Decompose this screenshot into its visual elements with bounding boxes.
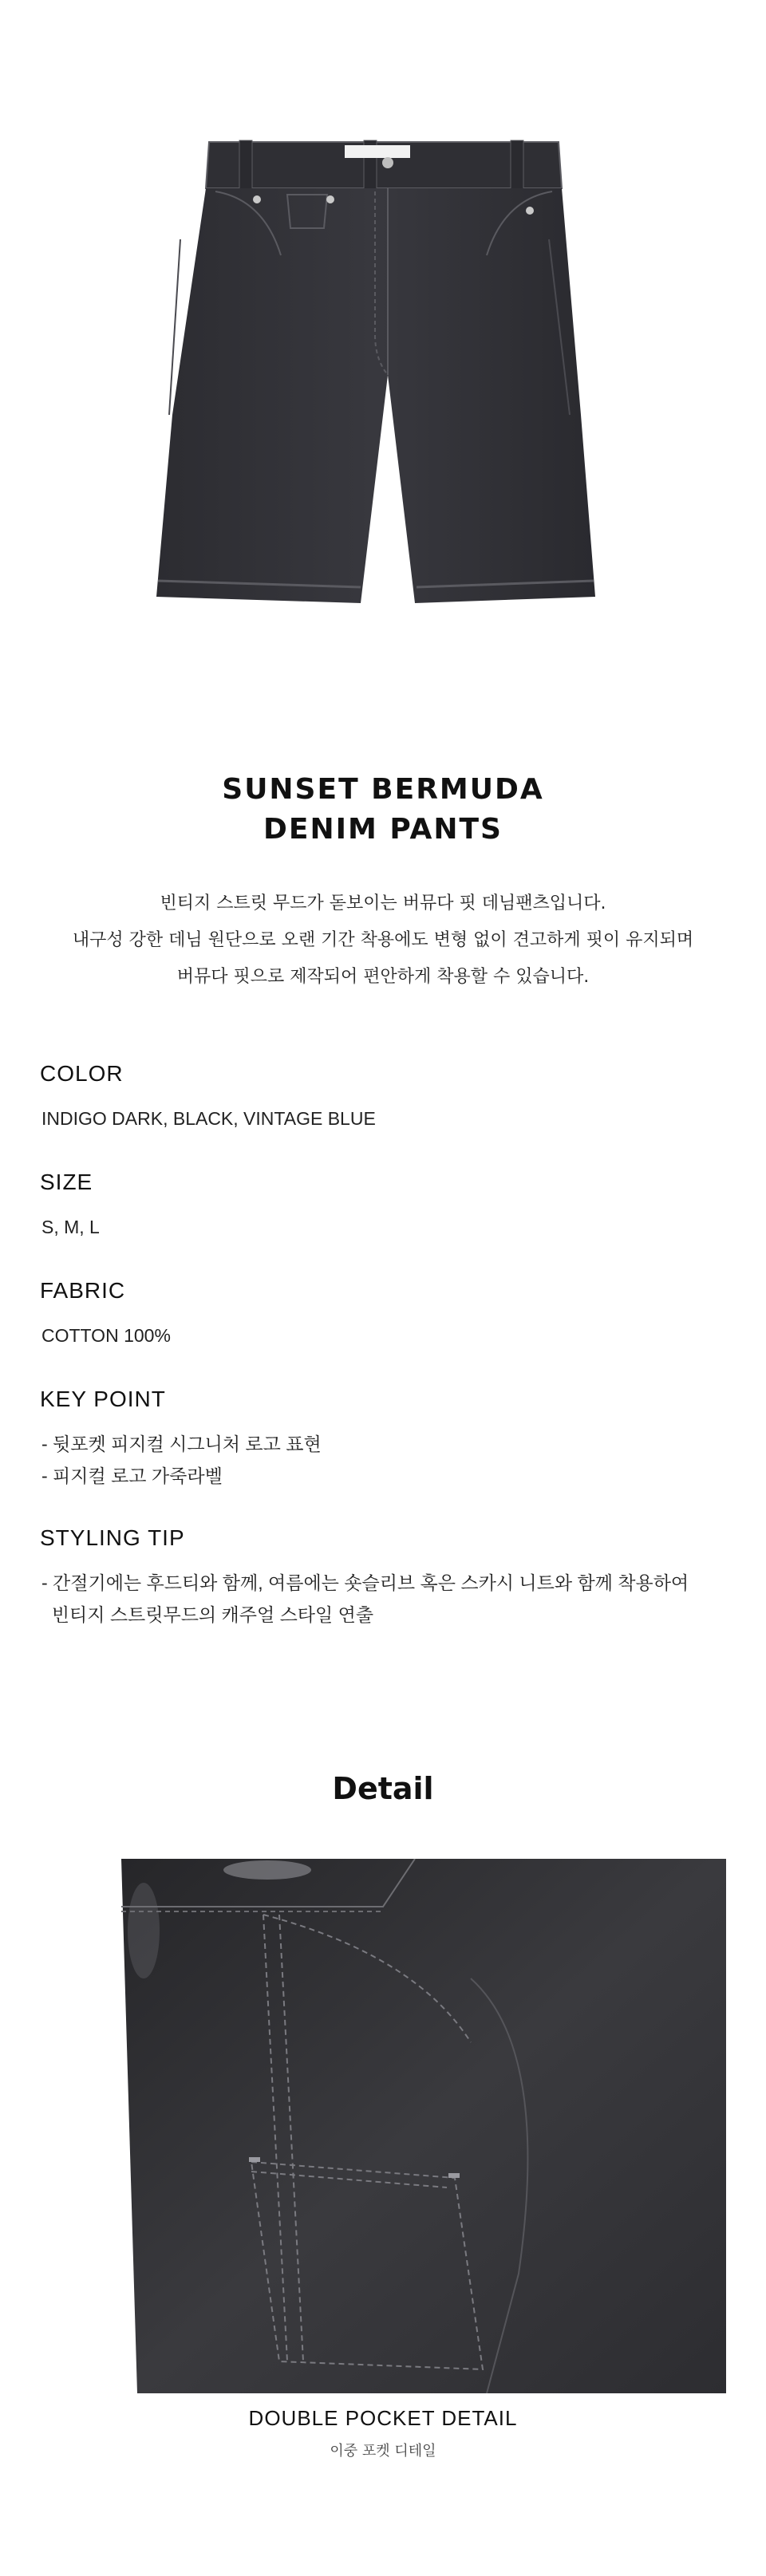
fabric-heading: FABRIC: [40, 1278, 126, 1303]
product-title-line-1: SUNSET BERMUDA: [222, 773, 544, 806]
key-point-heading: KEY POINT: [40, 1387, 166, 1411]
color-value: INDIGO DARK, BLACK, VINTAGE BLUE: [41, 1108, 376, 1129]
key-point-item-1: - 뒷포켓 피지컬 시그니처 로고 표현: [41, 1434, 322, 1454]
detail-caption-english: DOUBLE POCKET DETAIL: [248, 2406, 518, 2430]
detail-heading: Detail: [332, 1771, 434, 1806]
size-heading: SIZE: [40, 1170, 93, 1194]
key-point-item-2: - 피지컬 로고 가죽라벨: [41, 1466, 223, 1486]
product-image: [0, 0, 766, 654]
styling-tip-line-2: 빈티지 스트릿무드의 캐주얼 스타일 연출: [41, 1604, 374, 1625]
product-title-line-2: DENIM PANTS: [263, 813, 503, 846]
product-description-line-3: 버뮤다 핏으로 제작되어 편안하게 착용할 수 있습니다.: [176, 967, 590, 987]
styling-tip-line-1: - 간절기에는 후드티와 함께, 여름에는 숏슬리브 혹은 스카시 니트와 함께 착용하여: [41, 1572, 689, 1593]
product-description-line-2: 내구성 강한 데님 원단으로 오랜 기간 착용에도 변형 없이 견고하게 핏이 유지되며: [72, 930, 694, 950]
styling-tip-heading: STYLING TIP: [40, 1525, 185, 1550]
color-heading: COLOR: [40, 1061, 124, 1086]
product-description-line-1: 빈티지 스트릿 무드가 돋보이는 버뮤다 핏 데님팬츠입니다.: [160, 894, 606, 913]
detail-caption-korean: 이중 포켓 디테일: [330, 2443, 436, 2460]
fabric-value: COTTON 100%: [41, 1325, 171, 1346]
detail-image: [40, 1859, 726, 2393]
size-value: S, M, L: [41, 1217, 100, 1237]
